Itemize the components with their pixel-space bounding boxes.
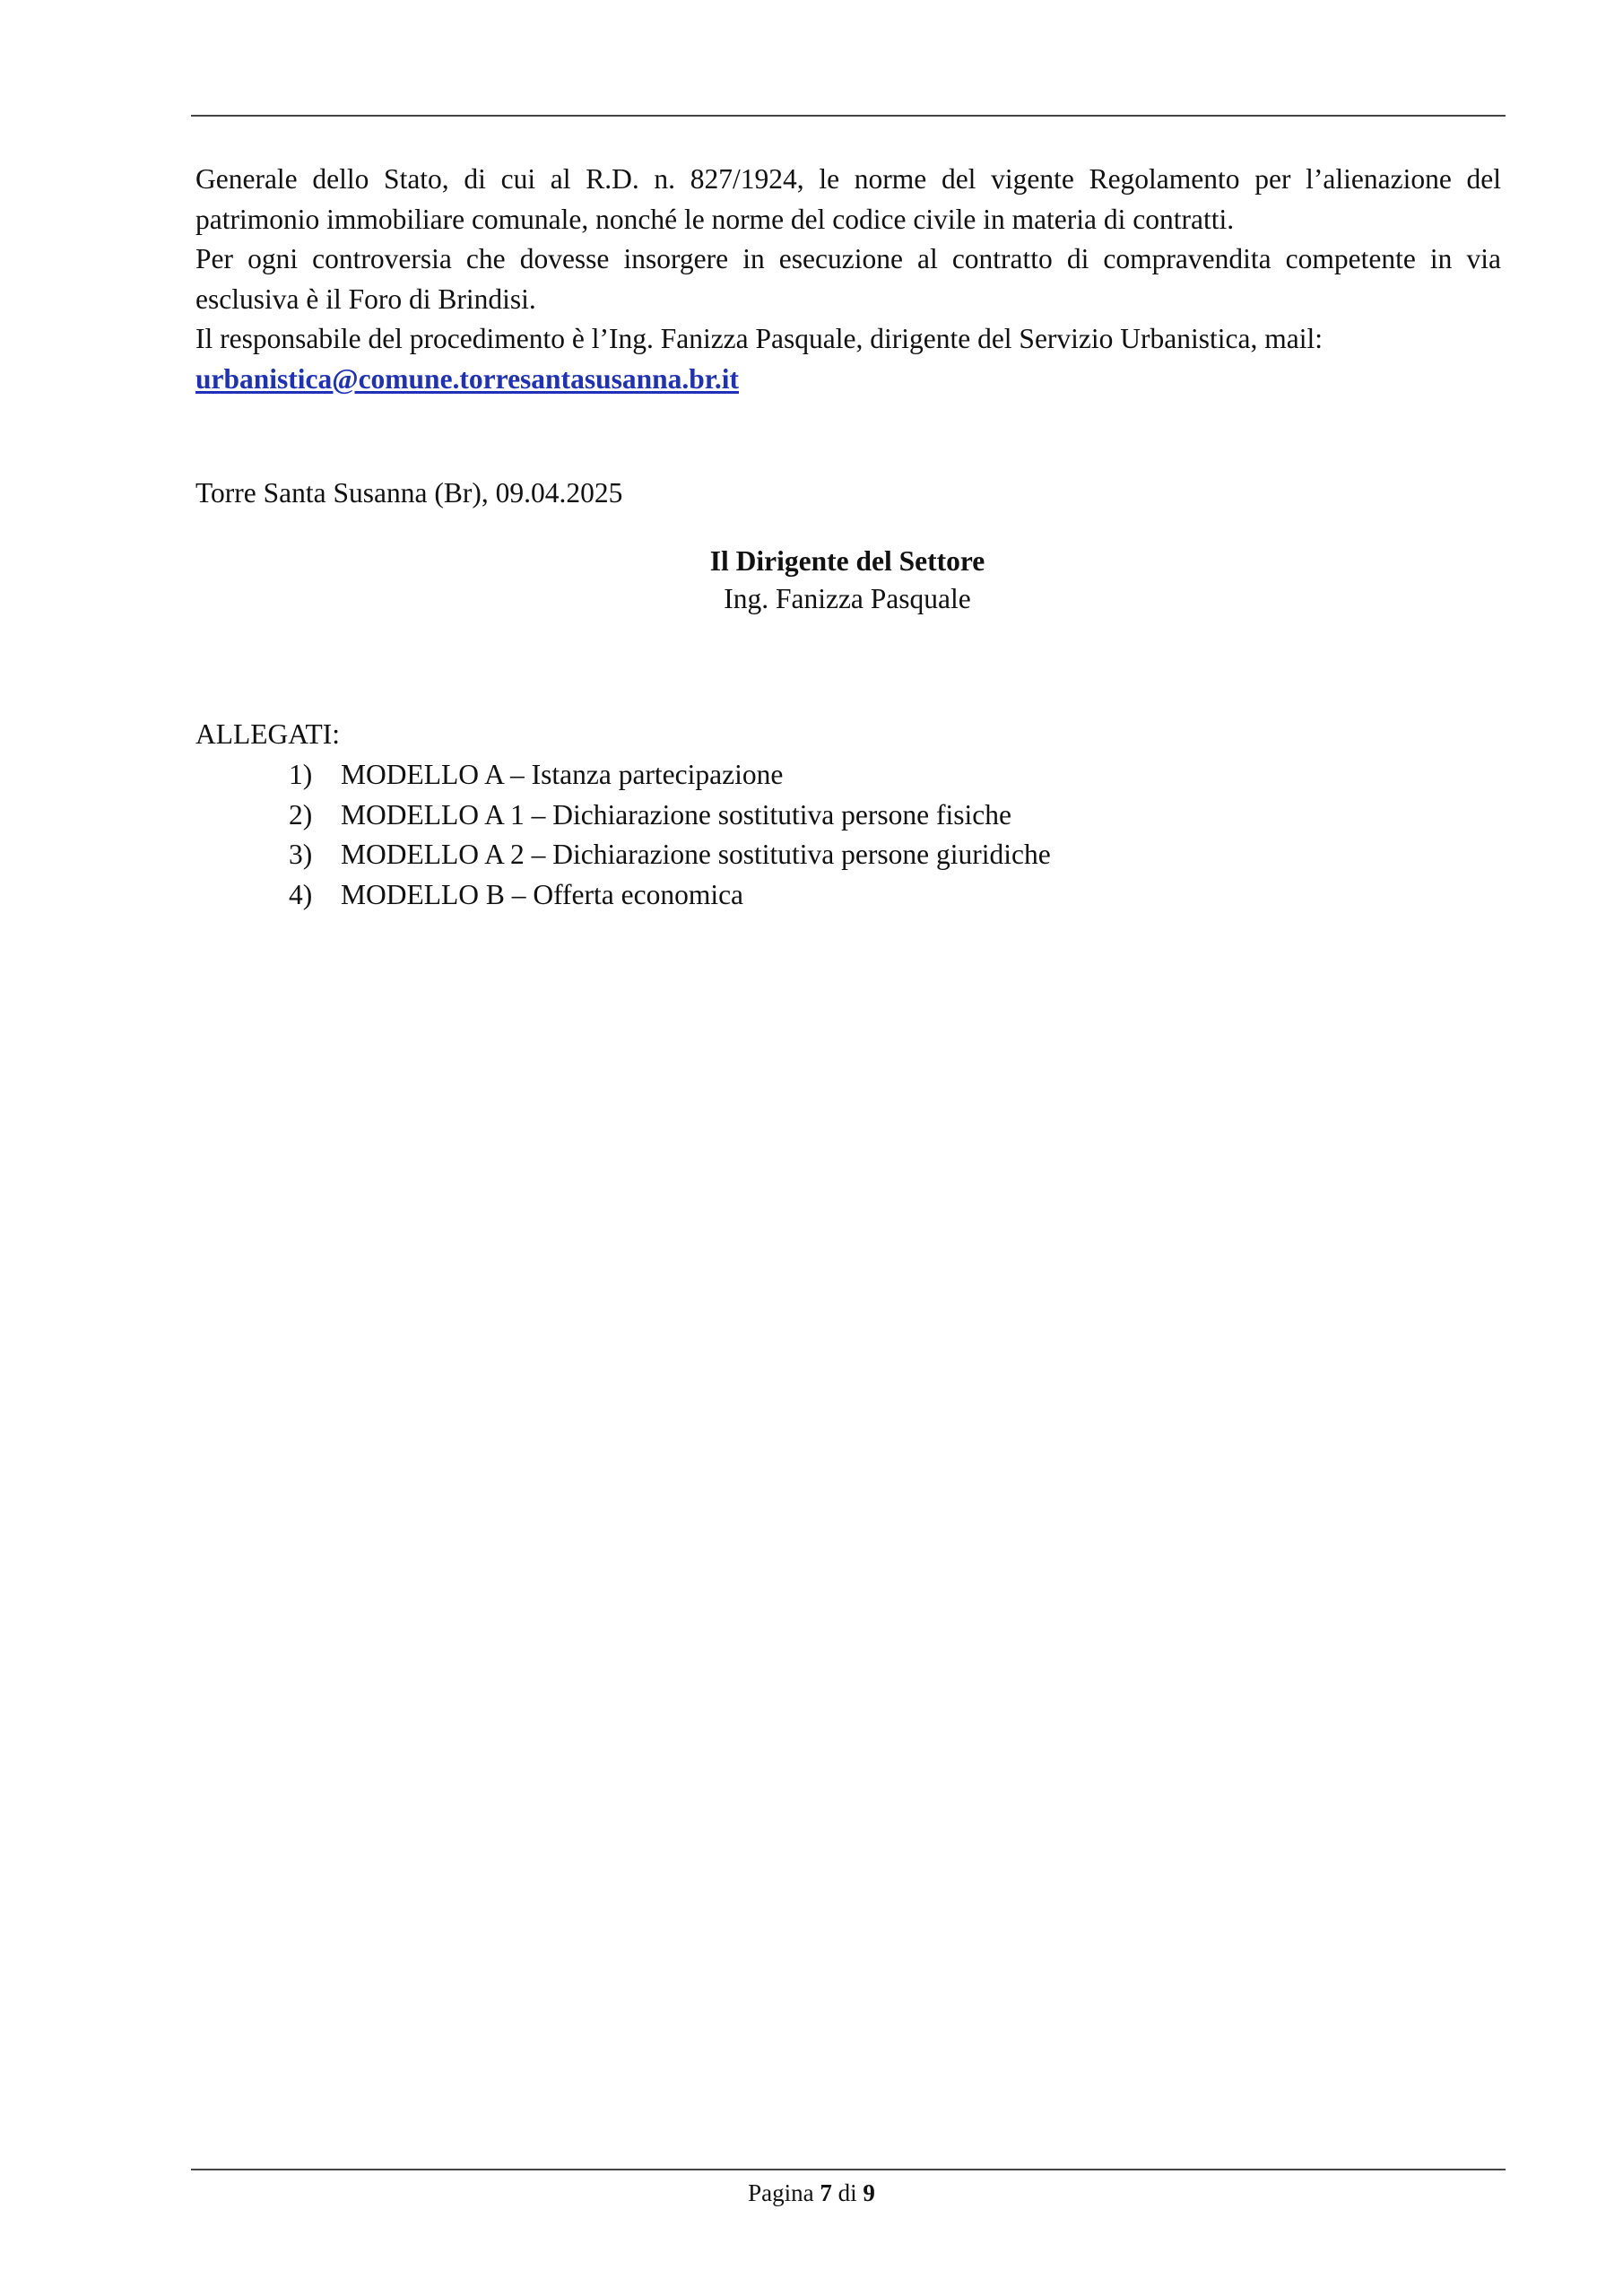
list-item-text: MODELLO B – Offerta economica: [341, 878, 744, 910]
page-total: 9: [863, 2179, 875, 2206]
place-date: Torre Santa Susanna (Br), 09.04.2025: [195, 477, 623, 509]
page-footer: [0, 2175, 1623, 2211]
list-item: [289, 755, 1051, 796]
signature-name: Ing. Fanizza Pasquale: [724, 583, 971, 614]
paragraph-jurisdiction: Per ogni controversia che dovesse insorgere in esecuzione al contratto di compravendita competente in via esclusiva è il Foro di Brindisi.: [195, 243, 1501, 315]
page-label: Pagina: [748, 2179, 814, 2206]
paragraph-responsible: Il responsabile del procedimento è l’Ing. Fanizza Pasquale, dirigente del Servizio Urbanistica, mail:: [195, 323, 1323, 354]
email-link[interactable]: urbanistica@comune.torresantasusanna.br.it: [195, 362, 739, 395]
list-item: [289, 875, 1051, 916]
allegati-heading: ALLEGATI:: [195, 718, 340, 750]
document-body: [195, 160, 1501, 399]
paragraph-regulations: Generale dello Stato, di cui al R.D. n. 827/1924, le norme del vigente Regolamento per l’alienazione del patrimonio immobiliare comunale, nonché le norme del codice civile in materia di contratti.: [195, 163, 1501, 235]
list-item-text: MODELLO A – Istanza partecipazione: [341, 759, 784, 790]
list-item: [289, 835, 1051, 875]
list-item-number: 2): [289, 798, 313, 831]
list-item-number: 1): [289, 759, 313, 790]
page-separator: di: [838, 2179, 857, 2206]
list-item: [289, 796, 1051, 836]
header-rule: [191, 115, 1506, 117]
allegati-list: [289, 755, 1051, 915]
list-item-text: MODELLO A 2 – Dichiarazione sostitutiva persone giuridiche: [341, 839, 1051, 870]
list-item-number: 3): [289, 839, 313, 870]
signature-title: Il Dirigente del Settore: [709, 545, 985, 577]
list-item-text: MODELLO A 1 – Dichiarazione sostitutiva persone fisiche: [341, 798, 1011, 831]
signature-block: [538, 543, 1157, 618]
footer-rule: [191, 2169, 1506, 2170]
list-item-number: 4): [289, 878, 313, 910]
page-current: 7: [820, 2179, 832, 2206]
